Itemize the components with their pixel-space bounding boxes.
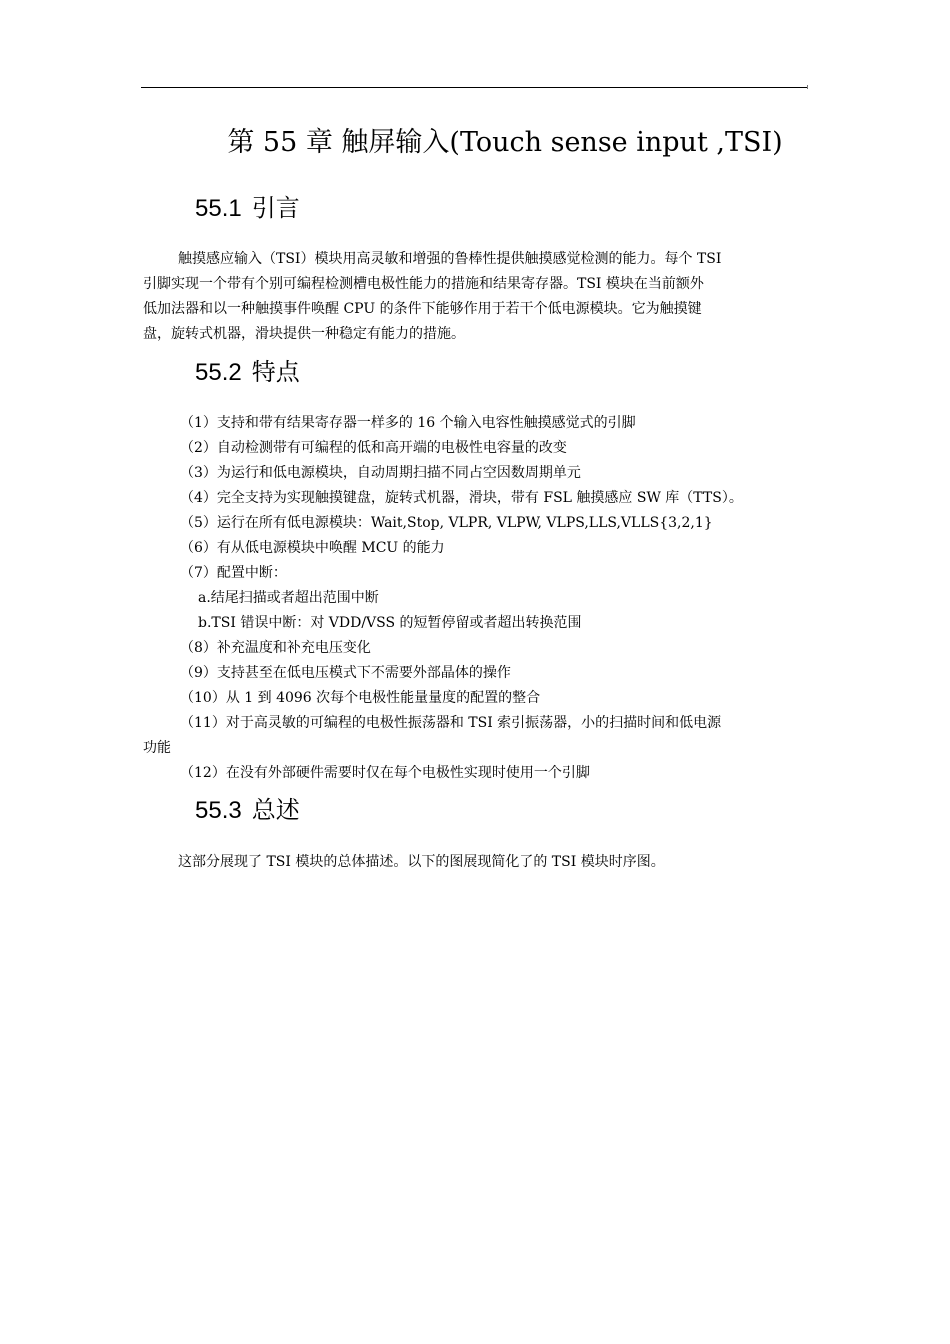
overview-paragraph (143, 850, 809, 875)
intro-paragraph (143, 247, 809, 347)
list-subitem: a.结尾扫描或者超出范围中断 (198, 590, 379, 606)
list-item: （9）支持甚至在低电压模式下不需要外部晶体的操作 (180, 665, 511, 681)
section-heading-features (195, 356, 300, 389)
paragraph-line: 盘，旋转式机器，滑块提供一种稳定有能力的措施。 (143, 326, 465, 342)
section-title: 引言 (251, 194, 300, 222)
paragraph-line: 这部分展现了 TSI 模块的总体描述。以下的图展现简化了的 TSI 模块时序图。 (178, 854, 665, 870)
list-item: （1）支持和带有结果寄存器一样多的 16 个输入电容性触摸感觉式的引脚 (180, 415, 636, 431)
list-item: （4）完全支持为实现触摸键盘，旋转式机器，滑块，带有 FSL 触摸感应 SW 库（TTS）。 (180, 490, 743, 506)
list-item-continuation: 功能 (143, 740, 171, 756)
paragraph-line: 触摸感应输入（TSI）模块用高灵敏和增强的鲁棒性提供触摸感觉检测的能力。每个 TSI (178, 251, 722, 267)
list-item: （8）补充温度和补充电压变化 (180, 640, 371, 656)
header-rule (141, 87, 808, 88)
list-item: （7）配置中断： (180, 565, 287, 581)
section-number: 55.1 (195, 195, 242, 222)
list-item: （3）为运行和低电源模块，自动周期扫描不同占空因数周期单元 (180, 465, 581, 481)
section-heading-introduction (195, 192, 300, 225)
section-title: 总述 (251, 796, 300, 824)
list-item: （5）运行在所有低电源模块：Wait,Stop, VLPR, VLPW, VLPS,LLS,VLLS{3,2,1} (180, 515, 713, 531)
section-title: 特点 (251, 358, 300, 386)
section-number: 55.3 (195, 797, 242, 824)
section-heading-overview (195, 794, 300, 827)
header-rule-tick (807, 85, 808, 89)
list-item: （6）有从低电源模块中唤醒 MCU 的能力 (180, 540, 445, 556)
chapter-title: 第 55 章 触屏输入(Touch sense input ,TSI) (227, 127, 783, 158)
list-subitem: b.TSI 错误中断：对 VDD/VSS 的短暂停留或者超出转换范围 (198, 615, 582, 631)
paragraph-line: 引脚实现一个带有个别可编程检测槽电极性能力的措施和结果寄存器。TSI 模块在当前额外 (143, 276, 704, 292)
list-item: （10）从 1 到 4096 次每个电极性能量量度的配置的整合 (180, 690, 541, 706)
list-item: （12）在没有外部硬件需要时仅在每个电极性实现时使用一个引脚 (180, 765, 590, 781)
list-item: （11）对于高灵敏的可编程的电极性振荡器和 TSI 索引振荡器，小的扫描时间和低电源 (180, 715, 722, 731)
list-item: （2）自动检测带有可编程的低和高开端的电极性电容量的改变 (180, 440, 567, 456)
paragraph-line: 低加法器和以一种触摸事件唤醒 CPU 的条件下能够作用于若干个低电源模块。它为触摸键 (143, 301, 702, 317)
feature-list (143, 411, 809, 786)
section-number: 55.2 (195, 359, 242, 386)
